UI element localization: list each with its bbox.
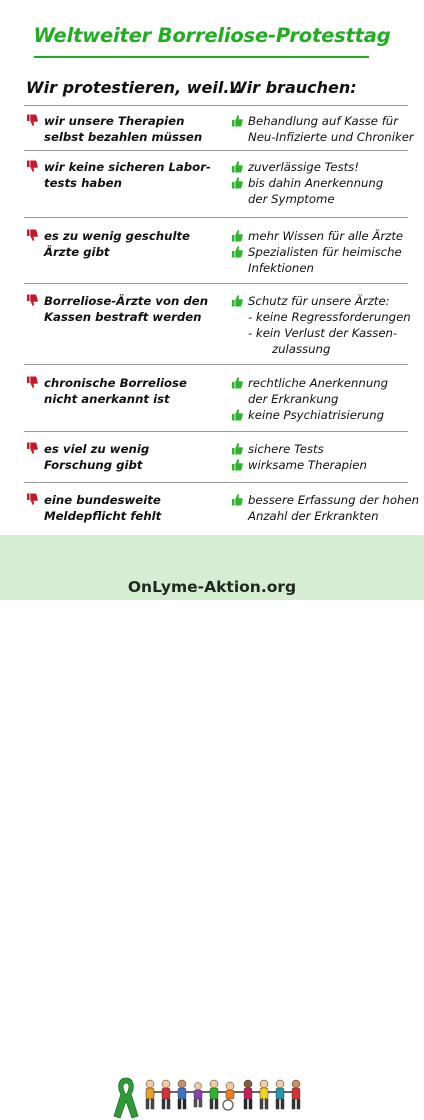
demand-line: Schutz für unsere Ärzte:	[248, 294, 390, 308]
demand-item	[248, 375, 388, 407]
protest-reason-line: tests haben	[44, 176, 122, 190]
demand-line: Spezialisten für heimische	[248, 245, 402, 259]
protest-reason-line: wir unsere Therapien	[44, 114, 185, 128]
thumbs-up-icon	[231, 176, 243, 189]
demand-line: rechtliche Anerkennung	[248, 376, 389, 390]
demand-line: Behandlung auf Kasse für	[248, 114, 399, 128]
demand-line: der Erkrankung	[248, 392, 339, 406]
protest-reason-line: wir keine sicheren Labor-	[44, 160, 211, 174]
protest-reason-line: selbst bezahlen müssen	[44, 130, 203, 144]
row-separator	[24, 150, 408, 151]
demand-line: wirksame Therapien	[248, 458, 367, 472]
demand-item	[248, 159, 359, 175]
thumbs-down-icon	[26, 442, 38, 455]
protest-reason-line: Ärzte gibt	[44, 245, 110, 259]
protest-reason	[44, 375, 187, 407]
row-separator	[24, 482, 408, 483]
demand-line: Anzahl der Erkrankten	[248, 509, 379, 523]
protest-reason	[44, 441, 149, 473]
thumbs-down-icon	[26, 294, 38, 307]
protest-reason-line: es viel zu wenig	[44, 442, 150, 456]
protest-reason-line: Forschung gibt	[44, 458, 143, 472]
demand-item	[248, 407, 384, 423]
page-title-text: Weltweiter Borreliose-Protesttag	[33, 24, 391, 47]
thumbs-up-icon	[231, 229, 243, 242]
demand-line: keine Psychiatrisierung	[248, 408, 385, 422]
thumbs-up-icon	[231, 442, 243, 455]
demand-item	[248, 244, 402, 276]
row-separator	[24, 217, 408, 218]
demand-line: zulassung	[272, 342, 331, 356]
demand-line: Neu-Infizierte und Chroniker	[248, 130, 414, 144]
demand-item	[248, 457, 367, 473]
demand-line: zuverlässige Tests!	[248, 160, 359, 174]
thumbs-down-icon	[26, 493, 38, 506]
demand-item	[248, 441, 324, 457]
demand-line: Infektionen	[248, 261, 314, 275]
demand-line: sichere Tests	[248, 442, 324, 456]
demand-item	[248, 228, 403, 244]
demand-line: mehr Wissen für alle Ärzte	[248, 229, 404, 243]
left-column-header: Wir protestieren, weil...	[26, 78, 242, 97]
protest-reason	[44, 228, 190, 260]
demand-line: bis dahin Anerkennung	[248, 176, 384, 190]
thumbs-down-icon	[26, 229, 38, 242]
thumbs-up-icon	[231, 458, 243, 471]
demand-line: der Symptome	[248, 192, 335, 206]
row-separator	[24, 364, 408, 365]
demand-item	[248, 175, 383, 207]
row-separator	[24, 283, 408, 284]
protest-reason	[44, 293, 208, 325]
thumbs-up-icon	[231, 114, 243, 127]
thumbs-up-icon	[231, 245, 243, 258]
page-title	[0, 24, 424, 47]
protest-reason-line: eine bundesweite	[44, 493, 161, 507]
protest-reason-line: es zu wenig geschulte	[44, 229, 190, 243]
demand-line: bessere Erfassung der hohen	[248, 493, 419, 507]
demand-line: - keine Regressforderungen	[248, 310, 411, 324]
demand-item	[248, 113, 414, 145]
title-underline	[34, 56, 369, 58]
footer-banner	[0, 535, 424, 600]
thumbs-down-icon	[26, 160, 38, 173]
thumbs-up-icon	[231, 408, 243, 421]
protest-reason	[44, 113, 202, 145]
thumbs-up-icon	[231, 160, 243, 173]
protest-reason	[44, 492, 161, 524]
row-separator	[24, 105, 408, 106]
protest-reason-line: Borreliose-Ärzte von den	[44, 294, 209, 308]
footer-site-name: OnLyme-Aktion.org	[127, 578, 297, 596]
right-column-header: Wir brauchen:	[229, 78, 357, 97]
thumbs-up-icon	[231, 376, 243, 389]
protest-reason-line: chronische Borreliose	[44, 376, 187, 390]
protest-reason-line: Meldepflicht fehlt	[44, 509, 162, 523]
thumbs-down-icon	[26, 376, 38, 389]
thumbs-up-icon	[231, 294, 243, 307]
lyme-awareness-ribbon-icon	[112, 1076, 140, 1120]
demand-line: - kein Verlust der Kassen-	[248, 326, 398, 340]
protest-reason-line: Kassen bestraft werden	[44, 310, 202, 324]
protest-reason	[44, 159, 211, 191]
demand-item	[248, 492, 419, 524]
row-separator	[24, 431, 408, 432]
thumbs-up-icon	[231, 493, 243, 506]
demand-item	[248, 293, 411, 357]
thumbs-down-icon	[26, 114, 38, 127]
people-chain-icon	[142, 1078, 302, 1112]
protest-reason-line: nicht anerkannt ist	[44, 392, 170, 406]
